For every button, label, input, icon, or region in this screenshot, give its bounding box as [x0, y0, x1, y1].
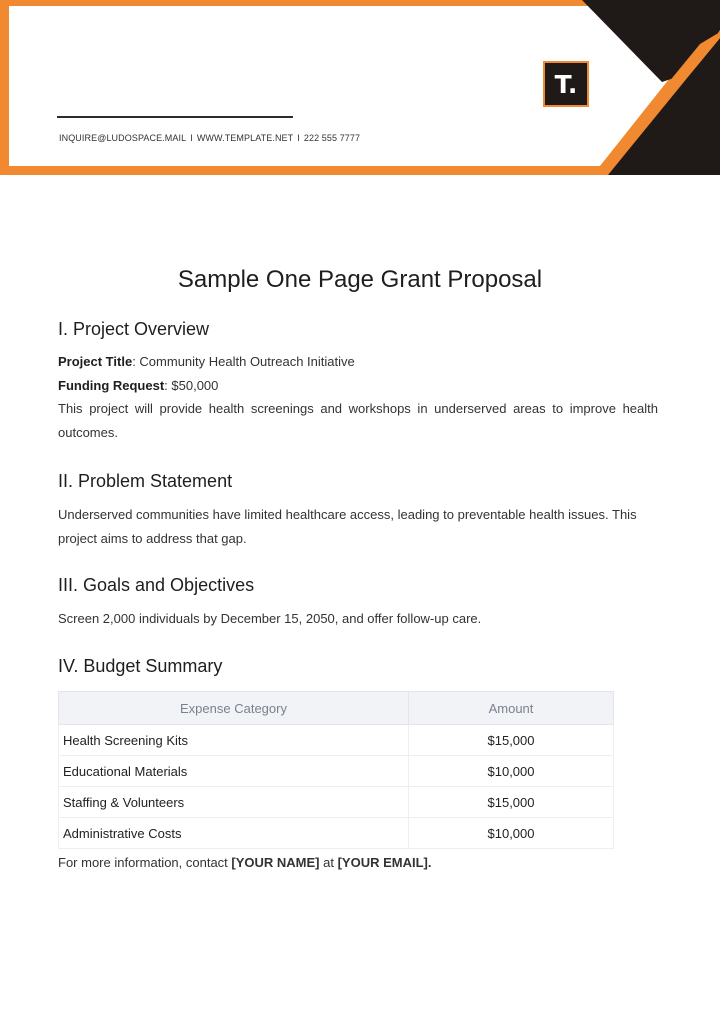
section-budget-summary [58, 656, 658, 870]
contact-info [59, 133, 360, 143]
funding-request-line [58, 374, 658, 398]
header-frame-graphic [0, 0, 720, 175]
contact-note [58, 855, 658, 870]
contact-website[interactable]: WWW.TEMPLATE.NET [196, 133, 294, 143]
table-row [59, 787, 614, 818]
contact-note-prefix: For more information, contact [58, 855, 232, 870]
amount-cell: $15,000 [409, 725, 614, 756]
project-title-value: : Community Health Outreach Initiative [132, 354, 355, 369]
contact-separator: I [297, 133, 300, 143]
funding-request-value: : $50,000 [164, 377, 219, 393]
expense-category-cell: Health Screening Kits [59, 725, 409, 756]
table-row [59, 725, 614, 756]
brand-logo: T. [543, 61, 589, 107]
header-divider [57, 116, 293, 118]
section-problem-statement [58, 471, 658, 550]
contact-note-middle: at [319, 855, 338, 870]
column-header-amount: Amount [409, 692, 614, 725]
project-title-line [58, 350, 658, 374]
goals-text: Screen 2,000 individuals by December 15, 2050, and offer follow-up care. [58, 611, 482, 626]
amount-cell: $15,000 [409, 787, 614, 818]
column-header-category: Expense Category [59, 692, 409, 725]
section-heading: III. Goals and Objectives [58, 575, 255, 595]
section-heading: IV. Budget Summary [58, 656, 223, 676]
contact-name-placeholder: [YOUR NAME] [231, 855, 320, 870]
section-goals-objectives [58, 575, 658, 631]
amount-cell: $10,000 [409, 818, 614, 849]
contact-phone: 222 555 7777 [303, 133, 361, 143]
amount-cell: $10,000 [409, 756, 614, 787]
section-heading: II. Problem Statement [58, 471, 233, 491]
section-heading: I. Project Overview [58, 319, 210, 339]
page-header [0, 0, 720, 175]
problem-text: Underserved communities have limited healthcare access, leading to preventable health issues. This project aims to address that gap. [58, 507, 637, 546]
document-title: Sample One Page Grant Proposal [177, 266, 543, 293]
table-row [59, 818, 614, 849]
table-header-row [59, 692, 614, 725]
section-project-overview [58, 319, 658, 444]
contact-email[interactable]: INQUIRE@LUDOSPACE.MAIL [59, 133, 187, 143]
project-description: This project will provide health screenings and workshops in underserved areas to improve health outcomes. [58, 401, 658, 440]
expense-category-cell: Educational Materials [59, 756, 409, 787]
table-row [59, 756, 614, 787]
contact-separator: I [190, 133, 193, 143]
project-title-label: Project Title [58, 354, 133, 369]
contact-email-placeholder: [YOUR EMAIL]. [337, 855, 432, 870]
budget-table [58, 691, 614, 849]
funding-request-label: Funding Request [58, 377, 165, 393]
expense-category-cell: Administrative Costs [59, 818, 409, 849]
expense-category-cell: Staffing & Volunteers [59, 787, 409, 818]
